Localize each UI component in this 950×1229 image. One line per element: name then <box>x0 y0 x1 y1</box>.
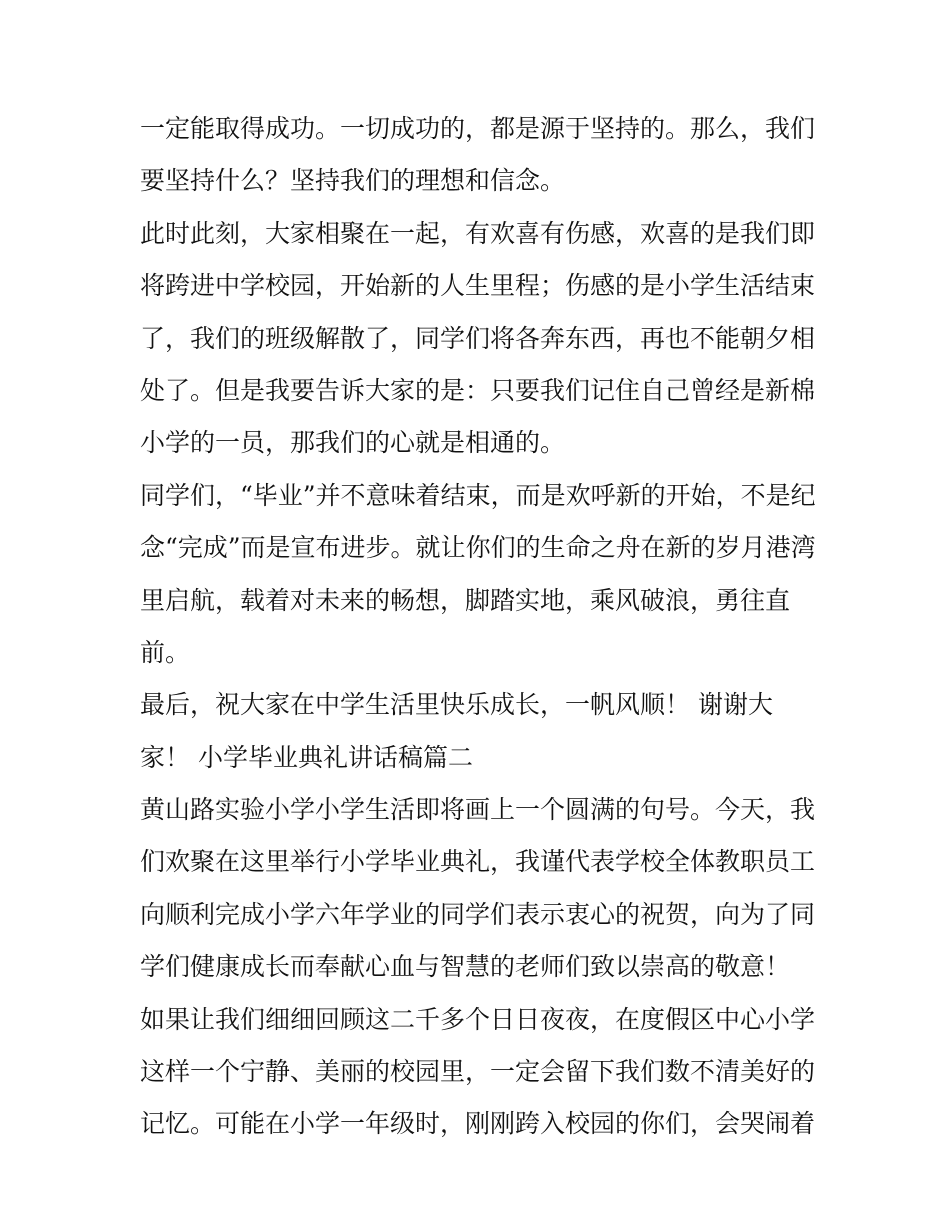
text-line: 学们健康成长而奉献心血与智慧的老师们致以崇高的敬意！ <box>140 952 791 982</box>
body-text <box>140 103 820 1151</box>
text-line: 向顺利完成小学六年学业的同学们表示衷心的祝贺，向为了同 <box>140 899 816 929</box>
text-line: 记忆。可能在小学一年级时，刚刚跨入校园的你们，会哭闹着 <box>140 1109 816 1139</box>
text-line: 同学们，“毕业”并不意味着结束，而是欢呼新的开始，不是纪 <box>140 480 816 510</box>
section-heading-line: 家！ 小学毕业典礼讲话稿篇二 <box>140 742 473 772</box>
text-line: 处了。但是我要告诉大家的是：只要我们记住自己曾经是新棉 <box>140 375 816 405</box>
text-line: 黄山路实验小学小学生活即将画上一个圆满的句号。今天，我 <box>140 795 816 825</box>
text-line: 前。 <box>140 637 191 667</box>
text-line: 此时此刻，大家相聚在一起，有欢喜有伤感，欢喜的是我们即 <box>140 218 816 248</box>
text-line: 念“完成”而是宣布进步。就让你们的生命之舟在新的岁月港湾 <box>140 533 816 563</box>
text-line: 小学的一员，那我们的心就是相通的。 <box>140 428 566 458</box>
text-line: 要坚持什么？坚持我们的理想和信念。 <box>140 166 566 196</box>
text-line: 里启航，载着对未来的畅想，脚踏实地，乘风破浪，勇往直 <box>140 585 791 615</box>
text-line: 这样一个宁静、美丽的校园里，一定会留下我们数不清美好的 <box>140 1057 816 1087</box>
text-line: 们欢聚在这里举行小学毕业典礼，我谨代表学校全体教职员工 <box>140 847 816 877</box>
text-line: 一定能取得成功。一切成功的，都是源于坚持的。那么，我们 <box>140 114 816 143</box>
text-line: 最后，祝大家在中学生活里快乐成长，一帆风顺！ 谢谢大 <box>140 690 773 720</box>
text-line: 如果让我们细细回顾这二千多个日日夜夜，在度假区中心小学 <box>140 1004 816 1034</box>
text-line: 了，我们的班级解散了，同学们将各奔东西，再也不能朝夕相 <box>140 323 816 353</box>
text-line: 将跨进中学校园，开始新的人生里程；伤感的是小学生活结束 <box>140 271 816 301</box>
